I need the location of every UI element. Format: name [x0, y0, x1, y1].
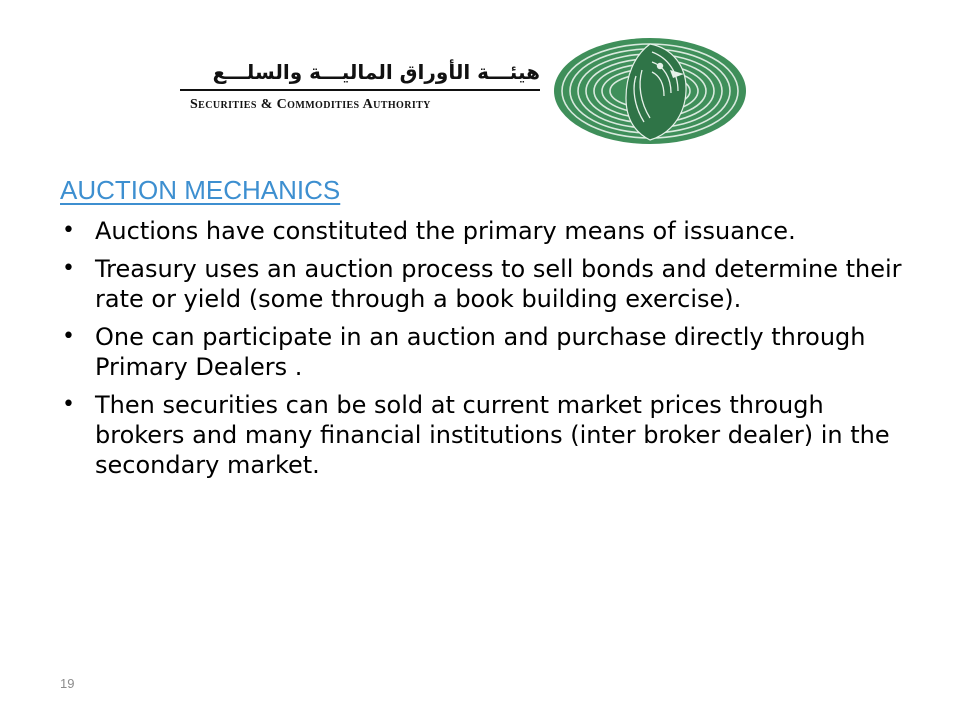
bullet-item	[60, 254, 910, 314]
falcon-emblem-icon	[552, 36, 748, 146]
bullet-dot-icon: •	[62, 324, 75, 349]
logo-arabic-text: هيئـــة الأوراق الماليـــة والسلـــع	[212, 60, 540, 84]
logo-divider	[180, 89, 540, 91]
slide-heading: AUCTION MECHANICS	[60, 175, 341, 205]
bullet-text: One can participate in an auction and purchase directly through Primary Dealers .	[95, 323, 866, 381]
bullet-text: Treasury uses an auction process to sell bonds and determine their rate or yield (some through a book building exercise).	[95, 255, 902, 313]
slide-content	[60, 170, 910, 488]
bullet-dot-icon: •	[62, 256, 75, 281]
page-number: 19	[60, 676, 75, 691]
bullet-item	[60, 390, 910, 480]
bullet-dot-icon: •	[62, 218, 75, 243]
bullet-dot-icon: •	[62, 392, 75, 417]
bullet-text: Auctions have constituted the primary means of issuance.	[95, 217, 796, 245]
bullet-list	[60, 216, 910, 480]
bullet-item	[60, 322, 910, 382]
logo-wordmark	[180, 60, 540, 113]
sca-logo	[180, 36, 780, 146]
logo-english-text: Securities & Commodities Authority	[190, 97, 431, 112]
bullet-item	[60, 216, 910, 246]
bullet-text: Then securities can be sold at current market prices through brokers and many financial institutions (inter broker dealer) in the secondary market.	[95, 391, 890, 479]
